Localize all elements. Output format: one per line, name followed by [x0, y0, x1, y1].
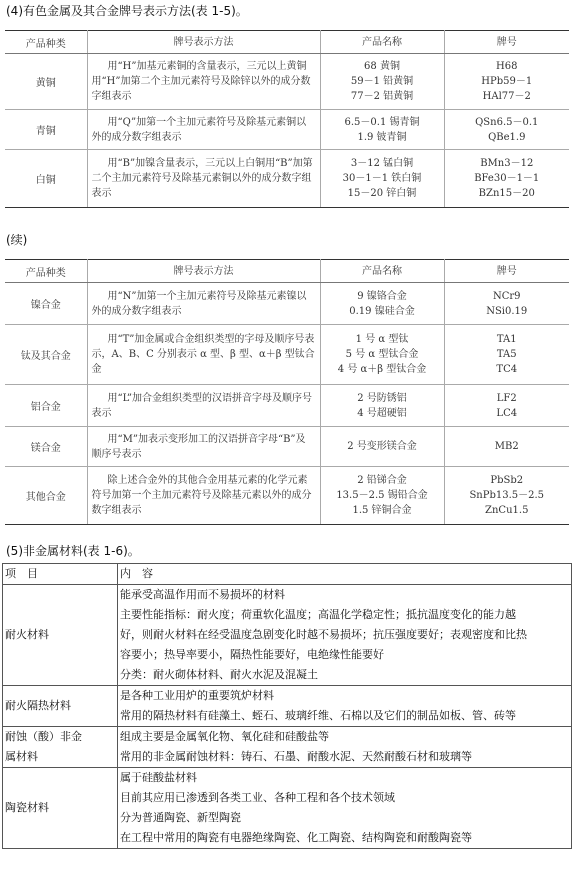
header-grade: 牌号 [444, 31, 569, 54]
table-row [3, 727, 572, 768]
grade-method-cell: 用“B”加镍含量表示，三元以上白铜用“B”加第二个主加元素符号及除基元素铜以外的成分数字组表示 [87, 150, 320, 208]
table-row [5, 110, 569, 150]
grade-method-cell: 用“T”加金属或合金组织类型的字母及顺序号表示，A、B、C 分别表示 α 型、β 型、α＋β 型钛合金 [87, 325, 320, 385]
item-cell: 耐蚀（酸）非金 属材料 [3, 727, 118, 768]
alloy-grade-table-part1 [5, 30, 569, 208]
grade-method-cell: 用“N”加第一个主加元素符号及除基元素镍以外的成分数字组表示 [87, 283, 320, 325]
table-row [3, 585, 572, 686]
header-grade: 牌号 [444, 260, 569, 283]
product-type-cell: 白铜 [5, 150, 87, 208]
alloy-grade-table-part2 [5, 259, 569, 525]
table-row [5, 54, 569, 110]
product-type-cell: 钛及其合金 [5, 325, 87, 385]
table-row [5, 325, 569, 385]
header-grade-method: 牌号表示方法 [87, 31, 320, 54]
product-name-cell: 9 镍铬合金 0.19 镍硅合金 [320, 283, 444, 325]
table-row [5, 283, 569, 325]
header-product-name: 产品名称 [320, 31, 444, 54]
header-item: 项 目 [3, 564, 118, 585]
table-row [3, 768, 572, 849]
product-name-cell: 2 号变形镁合金 [320, 427, 444, 467]
content-cell: 是各种工业用炉的重要筑炉材料 常用的隔热材料有硅藻土、蛭石、玻璃纤维、石棉以及它们的制品如板、管、砖等 [118, 686, 572, 727]
grade-cell: TA1 TA5 TC4 [444, 325, 569, 385]
grade-method-cell: 除上述合金外的其他合金用基元素的化学元素符号加第一个主加元素符号及除基元素以外的成分数字组表示 [87, 467, 320, 525]
item-cell: 耐火材料 [3, 585, 118, 686]
table-row [5, 427, 569, 467]
item-cell: 耐火隔热材料 [3, 686, 118, 727]
grade-cell: PbSb2 SnPb13.5－2.5 ZnCu1.5 [444, 467, 569, 525]
grade-cell: H68 HPb59－1 HAl77－2 [444, 54, 569, 110]
product-name-cell: 2 铅锑合金 13.5－2.5 锡铅合金 1.5 锌铜合金 [320, 467, 444, 525]
item-cell: 陶瓷材料 [3, 768, 118, 849]
product-type-cell: 镁合金 [5, 427, 87, 467]
product-name-cell: 1 号 α 型钛 5 号 α 型钛合金 4 号 α＋β 型钛合金 [320, 325, 444, 385]
product-type-cell: 黄铜 [5, 54, 87, 110]
continued-label: (续) [6, 233, 28, 247]
product-name-cell: 3－12 锰白铜 30－1－1 铁白铜 15－20 锌白铜 [320, 150, 444, 208]
header-product-type: 产品种类 [5, 260, 87, 283]
table-row [5, 467, 569, 525]
table-header-row [5, 260, 569, 283]
content-cell: 组成主要是金属氧化物、氧化硅和硅酸盐等 常用的非金属耐蚀材料：铸石、石墨、耐酸水泥、天然耐酸石材和玻璃等 [118, 727, 572, 768]
table-caption-1-5: (4)有色金属及其合金牌号表示方法(表 1-5)。 [6, 4, 248, 18]
table-row [5, 150, 569, 208]
table-caption-1-6: (5)非金属材料(表 1-6)。 [6, 544, 140, 558]
content-cell: 能承受高温作用而不易损坏的材料 主要性能指标：耐火度；荷重软化温度；高温化学稳定性；抵抗温度变化的能力越 好，则耐火材料在经受温度急剧变化时越不易损坏；抗压强度要好；表观密度和比热 容要小；热导率要小，隔热性能要好，电绝缘性能要好 分类：耐火砌体材料、耐火水泥及混凝土 [118, 585, 572, 686]
table-row [3, 686, 572, 727]
grade-cell: LF2 LC4 [444, 385, 569, 427]
header-product-name: 产品名称 [320, 260, 444, 283]
product-name-cell: 68 黄铜 59－1 铅黄铜 77－2 铝黄铜 [320, 54, 444, 110]
product-name-cell: 6.5－0.1 锡青铜 1.9 铍青铜 [320, 110, 444, 150]
table-header-row [5, 31, 569, 54]
content-cell: 属于硅酸盐材料 目前其应用已渗透到各类工业、各种工程和各个技术领域 分为普通陶瓷、新型陶瓷 在工程中常用的陶瓷有电器绝缘陶瓷、化工陶瓷、结构陶瓷和耐酸陶瓷等 [118, 768, 572, 849]
grade-method-cell: 用“L”加合金组织类型的汉语拼音字母及顺序号表示 [87, 385, 320, 427]
nonmetal-material-table [2, 563, 572, 849]
grade-method-cell: 用“Q”加第一个主加元素符号及除基元素铜以外的成分数字组表示 [87, 110, 320, 150]
header-content: 内 容 [118, 564, 572, 585]
product-type-cell: 铝合金 [5, 385, 87, 427]
header-grade-method: 牌号表示方法 [87, 260, 320, 283]
product-type-cell: 青铜 [5, 110, 87, 150]
grade-cell: BMn3－12 BFe30－1－1 BZn15－20 [444, 150, 569, 208]
table-header-row [3, 564, 572, 585]
product-name-cell: 2 号防锈铝 4 号超硬铝 [320, 385, 444, 427]
grade-method-cell: 用“H”加基元素铜的含量表示，三元以上黄铜用“H”加第二个主加元素符号及除锌以外的成分数字组表示 [87, 54, 320, 110]
product-type-cell: 其他合金 [5, 467, 87, 525]
grade-cell: NCr9 NSi0.19 [444, 283, 569, 325]
header-product-type: 产品种类 [5, 31, 87, 54]
product-type-cell: 镍合金 [5, 283, 87, 325]
grade-method-cell: 用“M”加表示变形加工的汉语拼音字母“B”及顺序号表示 [87, 427, 320, 467]
table-row [5, 385, 569, 427]
grade-cell: MB2 [444, 427, 569, 467]
grade-cell: QSn6.5－0.1 QBe1.9 [444, 110, 569, 150]
